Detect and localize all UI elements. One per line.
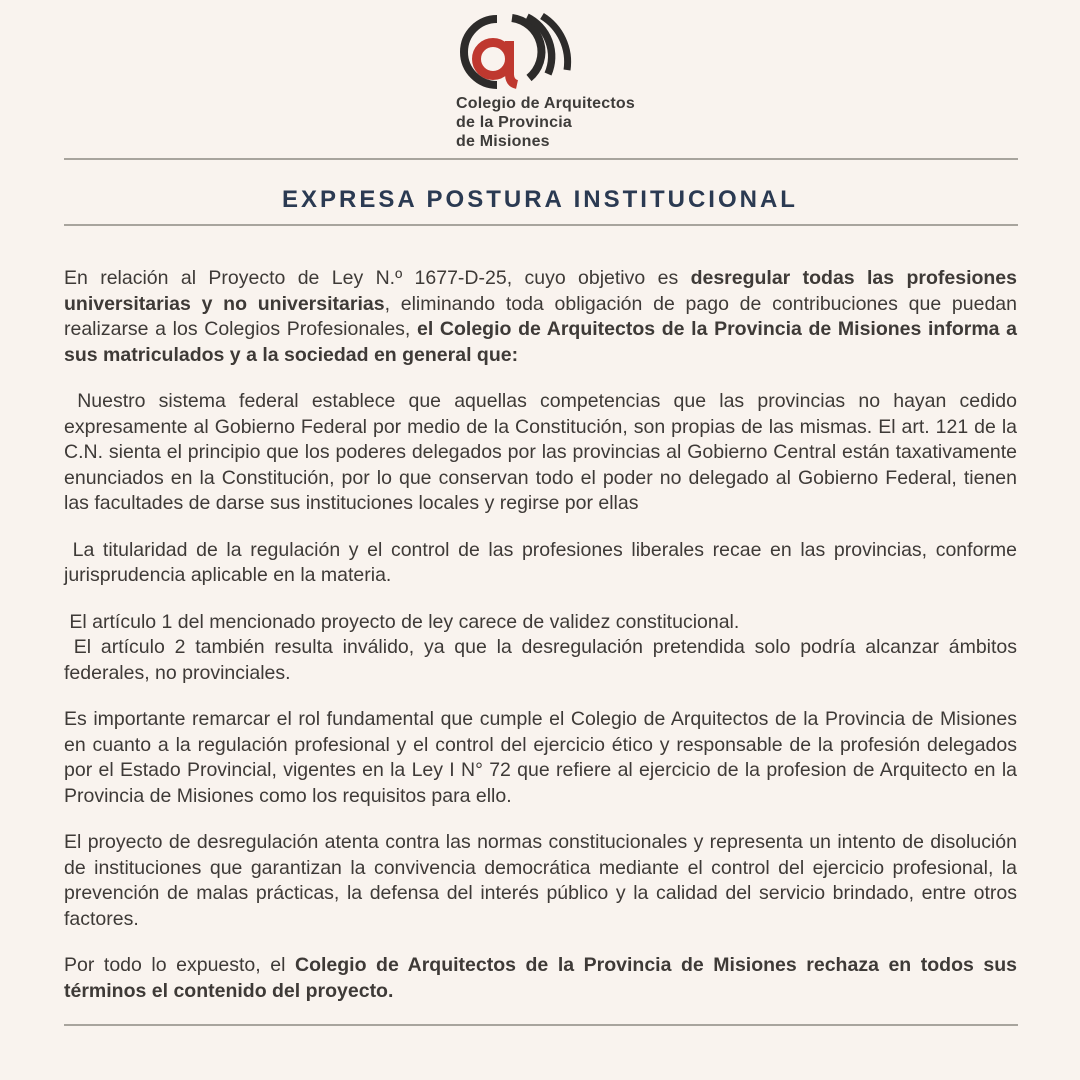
logo-line-1: Colegio de Arquitectos bbox=[456, 95, 635, 112]
colegio-arquitectos-logo-icon bbox=[452, 12, 576, 92]
plain-text: El artículo 2 también resulta inválido, ya que la desregulación pretendida solo podría alcanzar ámbitos federales, no provinciales. bbox=[64, 636, 1023, 684]
body-paragraph bbox=[64, 610, 1017, 636]
plain-text: La titularidad de la regulación y el control de las profesiones liberales recae en las provincias, conforme jurisprudencia aplicable en la materia. bbox=[64, 538, 1023, 586]
emphasis-text: el Colegio de Arquitectos de la Provincia de Misiones informa a sus matriculados y a la sociedad en general que: bbox=[64, 318, 1023, 366]
title-divider bbox=[64, 224, 1018, 226]
emphasis-text: Colegio de Arquitectos de la Provincia de Misiones rechaza en todos sus términos el contenido del proyecto. bbox=[64, 954, 1023, 1002]
body-paragraph bbox=[64, 538, 1023, 589]
plain-text: Nuestro sistema federal establece que aquellas competencias que las provincias no hayan cedido expresamente al Gobierno Federal por medio de la Constitución, son propias de las mismas. El art. 121 de la C.N. sienta el principio que los poderes delegados por las provincias al Gobierno Central están taxativamente enunciados en la Constitución, por lo que conservan todo el poder no delegado al Gobierno Federal, tienen las facultades de darse sus instituciones locales y regirse por ellas bbox=[64, 390, 1023, 514]
body-paragraph bbox=[64, 635, 1023, 686]
plain-text: Por todo lo expuesto, el bbox=[64, 954, 295, 976]
top-divider bbox=[64, 158, 1018, 160]
plain-text: El artículo 1 del mencionado proyecto de ley carece de validez constitucional. bbox=[64, 610, 740, 633]
plain-text: Es importante remarcar el rol fundamental que cumple el Colegio de Arquitectos de la Provincia de Misiones en cuanto a la regulación profesional y el control del ejercicio ético y responsable de la profesión delegados por el Estado Provincial, vigentes en la Ley I N° 72 que refiere al ejercicio de la profesion de Arquitecto en la Provincia de Misiones como los requisitos para ello. bbox=[64, 708, 1023, 807]
plain-text: El proyecto de desregulación atenta contra las normas constitucionales y representa un intento de disolución de instituciones que garantizan la convivencia democrática mediante el control del ejercicio profesional, la prevención de malas prácticas, la defensa del interés público y la calidad del servicio brindado, entre otros factores. bbox=[64, 831, 1023, 930]
plain-text: , eliminando toda obligación de pago de contribuciones que puedan realizarse a los Colegios Profesionales, bbox=[64, 292, 1023, 340]
page-title: EXPRESA POSTURA INSTITUCIONAL bbox=[282, 186, 798, 213]
body-paragraph bbox=[64, 266, 1023, 368]
logo-line-3: de Misiones bbox=[456, 133, 550, 150]
body-paragraph bbox=[64, 707, 1023, 809]
logo-wordmark bbox=[456, 94, 635, 151]
body-text bbox=[64, 266, 1023, 1025]
body-paragraph bbox=[64, 830, 1023, 932]
logo-line-2: de la Provincia bbox=[456, 114, 572, 131]
emphasis-text: desregular todas las profesiones universitarias y no universitarias bbox=[64, 267, 1023, 315]
plain-text: En relación al Proyecto de Ley N.º 1677-D-25, cuyo objetivo es bbox=[64, 267, 691, 289]
body-paragraph bbox=[64, 953, 1023, 1004]
body-paragraph bbox=[64, 389, 1023, 517]
